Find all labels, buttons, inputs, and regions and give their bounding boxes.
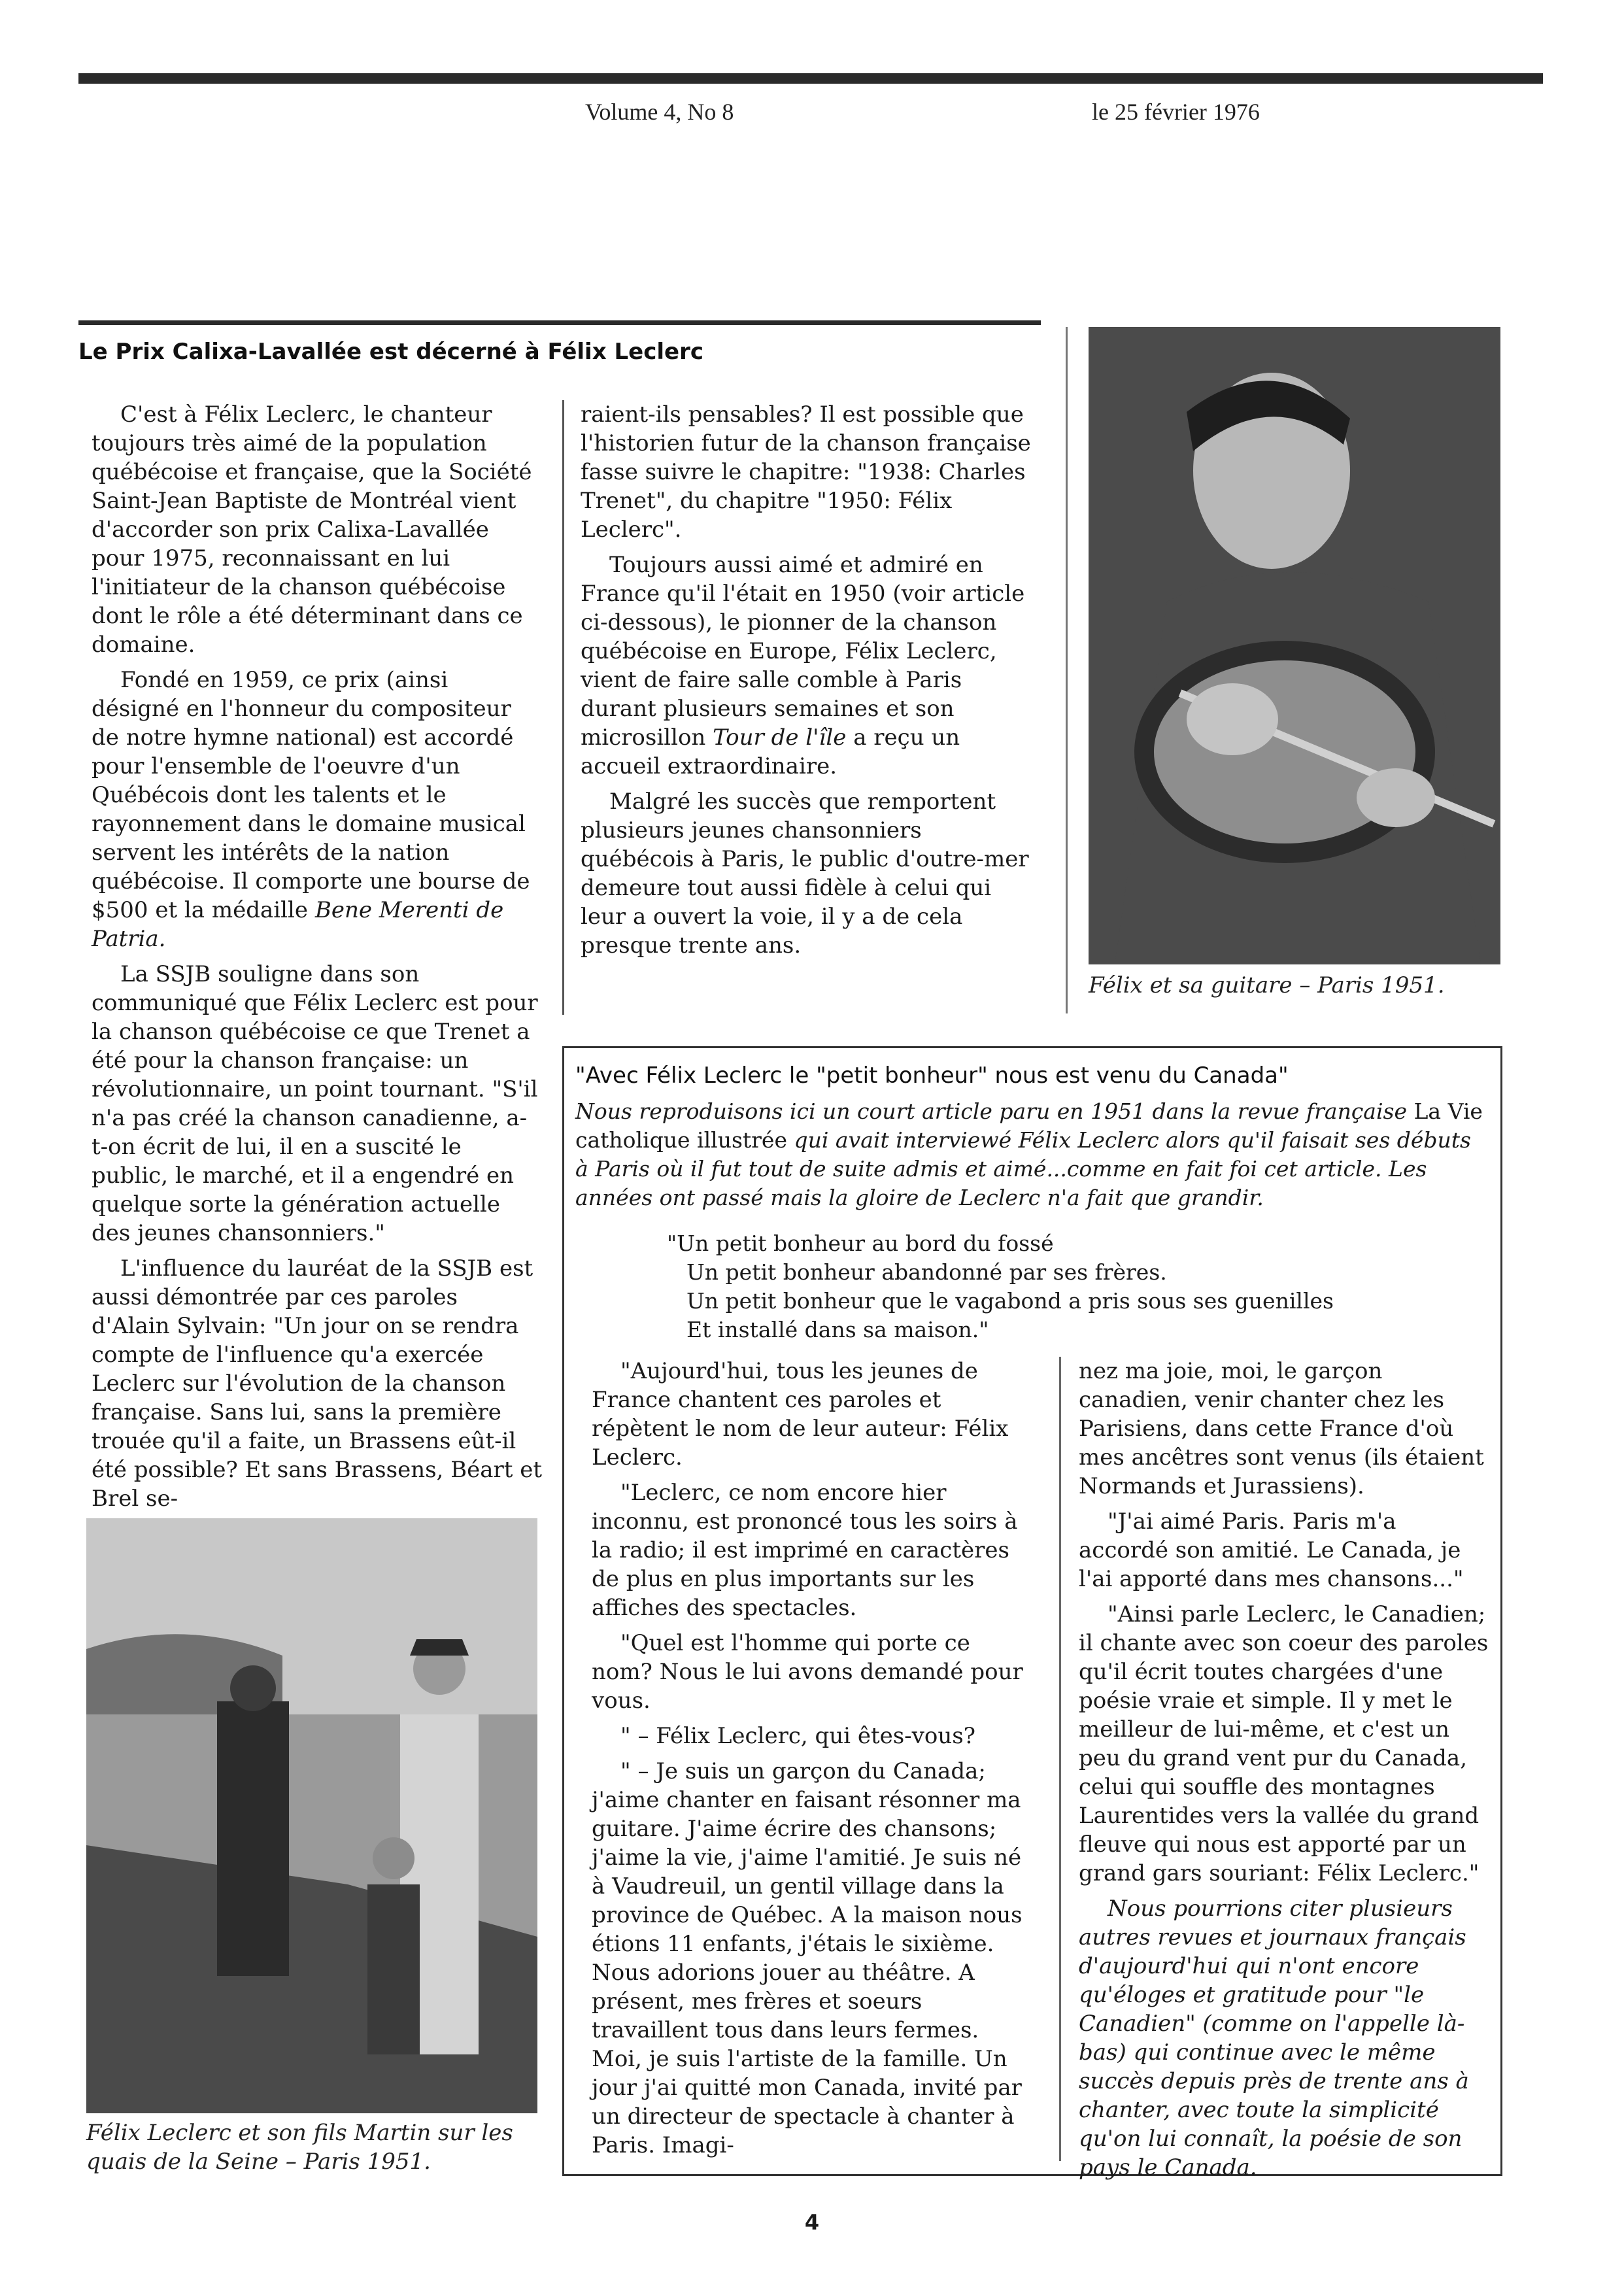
paragraph: "Leclerc, ce nom encore hier inconnu, est prononcé tous les soirs à la radio; il est imprimé en caractères de plus en plus importants sur les affiches des spectacles. bbox=[592, 1480, 1018, 1621]
poem-line: Un petit bonheur abandonné par ses frères. bbox=[686, 1259, 1167, 1285]
paragraph: "Aujourd'hui, tous les jeunes de France chantent ces paroles et répètent le nom de leur auteur: Félix Leclerc. bbox=[592, 1358, 1009, 1471]
seine-photo-caption: Félix Leclerc et son fils Martin sur les quais de la Seine – Paris 1951. bbox=[86, 2120, 513, 2175]
reprint-column-divider bbox=[1059, 1357, 1061, 2161]
seine-photo bbox=[86, 1518, 537, 2113]
paragraph: Nous pourrions citer plusieurs autres revues et journaux français d'aujourd'hui qui n'ont encore qu'éloges et gratitude pour "le Canadien" (comme on l'appelle là-bas) qui continue avec le même succès depuis près de trente ans à chanter, avec toute la simplicité qu'on lui connaît, la poésie de son pays le Canada. bbox=[1079, 1896, 1469, 2181]
poem-line: Et installé dans sa maison." bbox=[686, 1317, 989, 1342]
paragraph: " – Félix Leclerc, qui êtes-vous? bbox=[620, 1723, 975, 1749]
column-divider bbox=[562, 400, 564, 1015]
page-number: 4 bbox=[804, 2210, 820, 2235]
paragraph: nez ma joie, moi, le garçon canadien, venir chanter chez les Parisiens, dans cette France d'où mes ancêtres sont venus (ils étaient Normands et Jurassiens). bbox=[1079, 1358, 1484, 1499]
paragraph: Malgré les succès que remportent plusieurs jeunes chansonniers québécois à Paris, le public d'outre-mer demeure tout aussi fidèle à celui qui leur a ouvert la voie, il y a de cela presque trente ans. bbox=[581, 789, 1029, 959]
poem-line: Un petit bonheur que le vagabond a pris sous ses guenilles bbox=[686, 1288, 1334, 1314]
poem-line: "Un petit bonheur au bord du fossé bbox=[667, 1231, 1054, 1256]
article-column-1 bbox=[92, 400, 543, 1520]
paragraph: raient-ils pensables? Il est possible que l'historien futur de la chanson française fasse suivre le chapitre: "1938: Charles Trenet", du chapitre "1950: Félix Leclerc". bbox=[581, 401, 1031, 543]
guitar-photo bbox=[1089, 327, 1500, 964]
photo-divider bbox=[1066, 327, 1068, 1013]
paragraph: "Quel est l'homme qui porte ce nom? Nous le lui avons demandé pour vous. bbox=[592, 1630, 1023, 1714]
paragraph: C'est à Félix Leclerc, le chanteur toujours très aimé de la population québécoise et française, que la Société Saint-Jean Baptiste de Montréal vient d'accorder son prix Calixa-Lavallée pour 1975, reconnaissant en lui l'initiateur de la chanson québécoise dont le rôle a été déterminant dans ce domaine. bbox=[92, 401, 532, 658]
paragraph: "Ainsi parle Leclerc, le Canadien; il chante avec son coeur des paroles qu'il écrit toutes chargées d'une poésie vraie et simple. Il y met le meilleur de lui-même, et c'est un peu du grand vent pur du Canada, celui qui souffle des montagnes Laurentides vers la vallée du grand fleuve qui nous est apporté par un grand gars souriant: Félix Leclerc." bbox=[1079, 1601, 1489, 1886]
top-rule bbox=[78, 73, 1543, 84]
paragraph: " – Je suis un garçon du Canada; j'aime chanter en faisant résonner ma guitare. J'aime écrire des chansons; j'aime la vie, j'aime l'amitié. Je suis né à Vaudreuil, un gentil village dans la province de Québec. A la maison nous étions 11 enfants, j'étais le sixième. Nous adorions jouer au théâtre. A présent, mes frères et soeurs travaillent tous dans leurs fermes. Moi, je suis l'artiste de la famille. Un jour j'ai quitté mon Canada, invité par un directeur de spectacle à chanter à Paris. Imagi- bbox=[592, 1758, 1023, 2158]
reprint-column-left bbox=[592, 1357, 1030, 2166]
article-headline: Le Prix Calixa-Lavallée est décerné à Félix Leclerc bbox=[78, 339, 703, 365]
paragraph: Toujours aussi aimé et admiré en France qu'il l'était en 1950 (voir article ci-dessous), le pionner de la chanson québécoise en Europe, Félix Leclerc, vient de faire salle comble à Paris durant plusieurs semaines et son microsillon Tour de l'île a reçu un accueil extraordinaire. bbox=[581, 552, 1025, 779]
issue-date: le 25 février 1976 bbox=[1092, 99, 1260, 125]
article-column-2 bbox=[581, 400, 1041, 966]
paragraph: Fondé en 1959, ce prix (ainsi désigné en l'honneur du compositeur de notre hymne national) est accordé pour l'ensemble de l'oeuvre d'un Québécois dont les talents et le rayonnement dans le domaine musical servent les intérêts de la nation québécoise. Il comporte une bourse de $500 et la médaille Bene Merenti de Patria. bbox=[92, 667, 530, 952]
reprint-intro: Nous reproduisons ici un court article paru en 1951 dans la revue française La Vie catholique illustrée qui avait interviewé Félix Leclerc alors qu'il faisait ses débuts à Paris où il fut tout de suite admis et aimé...comme en fait foi cet article. Les années ont passé mais la gloire de Leclerc n'a fait que grandir. bbox=[575, 1098, 1483, 1210]
headline-rule bbox=[78, 320, 1041, 325]
guitar-photo-caption: Félix et sa guitare – Paris 1951. bbox=[1089, 972, 1445, 998]
poem-excerpt bbox=[667, 1229, 1484, 1344]
paragraph: La SSJB souligne dans son communiqué que Félix Leclerc est pour la chanson québécoise ce que Trenet a été pour la chanson française: un révolutionnaire, un point tournant. "S'il n'a pas créé la chanson canadienne, a-t-on écrit de lui, il en a suscité le public, le marché, et il a engendré en quelque sorte la génération actuelle des jeunes chansonniers." bbox=[92, 961, 538, 1246]
paragraph: "J'ai aimé Paris. Paris m'a accordé son amitié. Le Canada, je l'ai apporté dans mes chansons..." bbox=[1079, 1508, 1464, 1592]
volume-number: Volume 4, No 8 bbox=[585, 99, 734, 125]
reprint-column-right bbox=[1079, 1357, 1491, 2188]
paragraph: L'influence du lauréat de la SSJB est aussi démontrée par ces paroles d'Alain Sylvain: "Un jour on se rendra compte de l'influence qu'a exercée Leclerc sur l'évolution de la chanson française. Sans lui, sans la première trouée qu'il a faite, un Brassens eût-il été possible? Et sans Brassens, Béart et Brel se- bbox=[92, 1255, 543, 1512]
reprint-title: "Avec Félix Leclerc le "petit bonheur" nous est venu du Canada" bbox=[575, 1063, 1289, 1089]
